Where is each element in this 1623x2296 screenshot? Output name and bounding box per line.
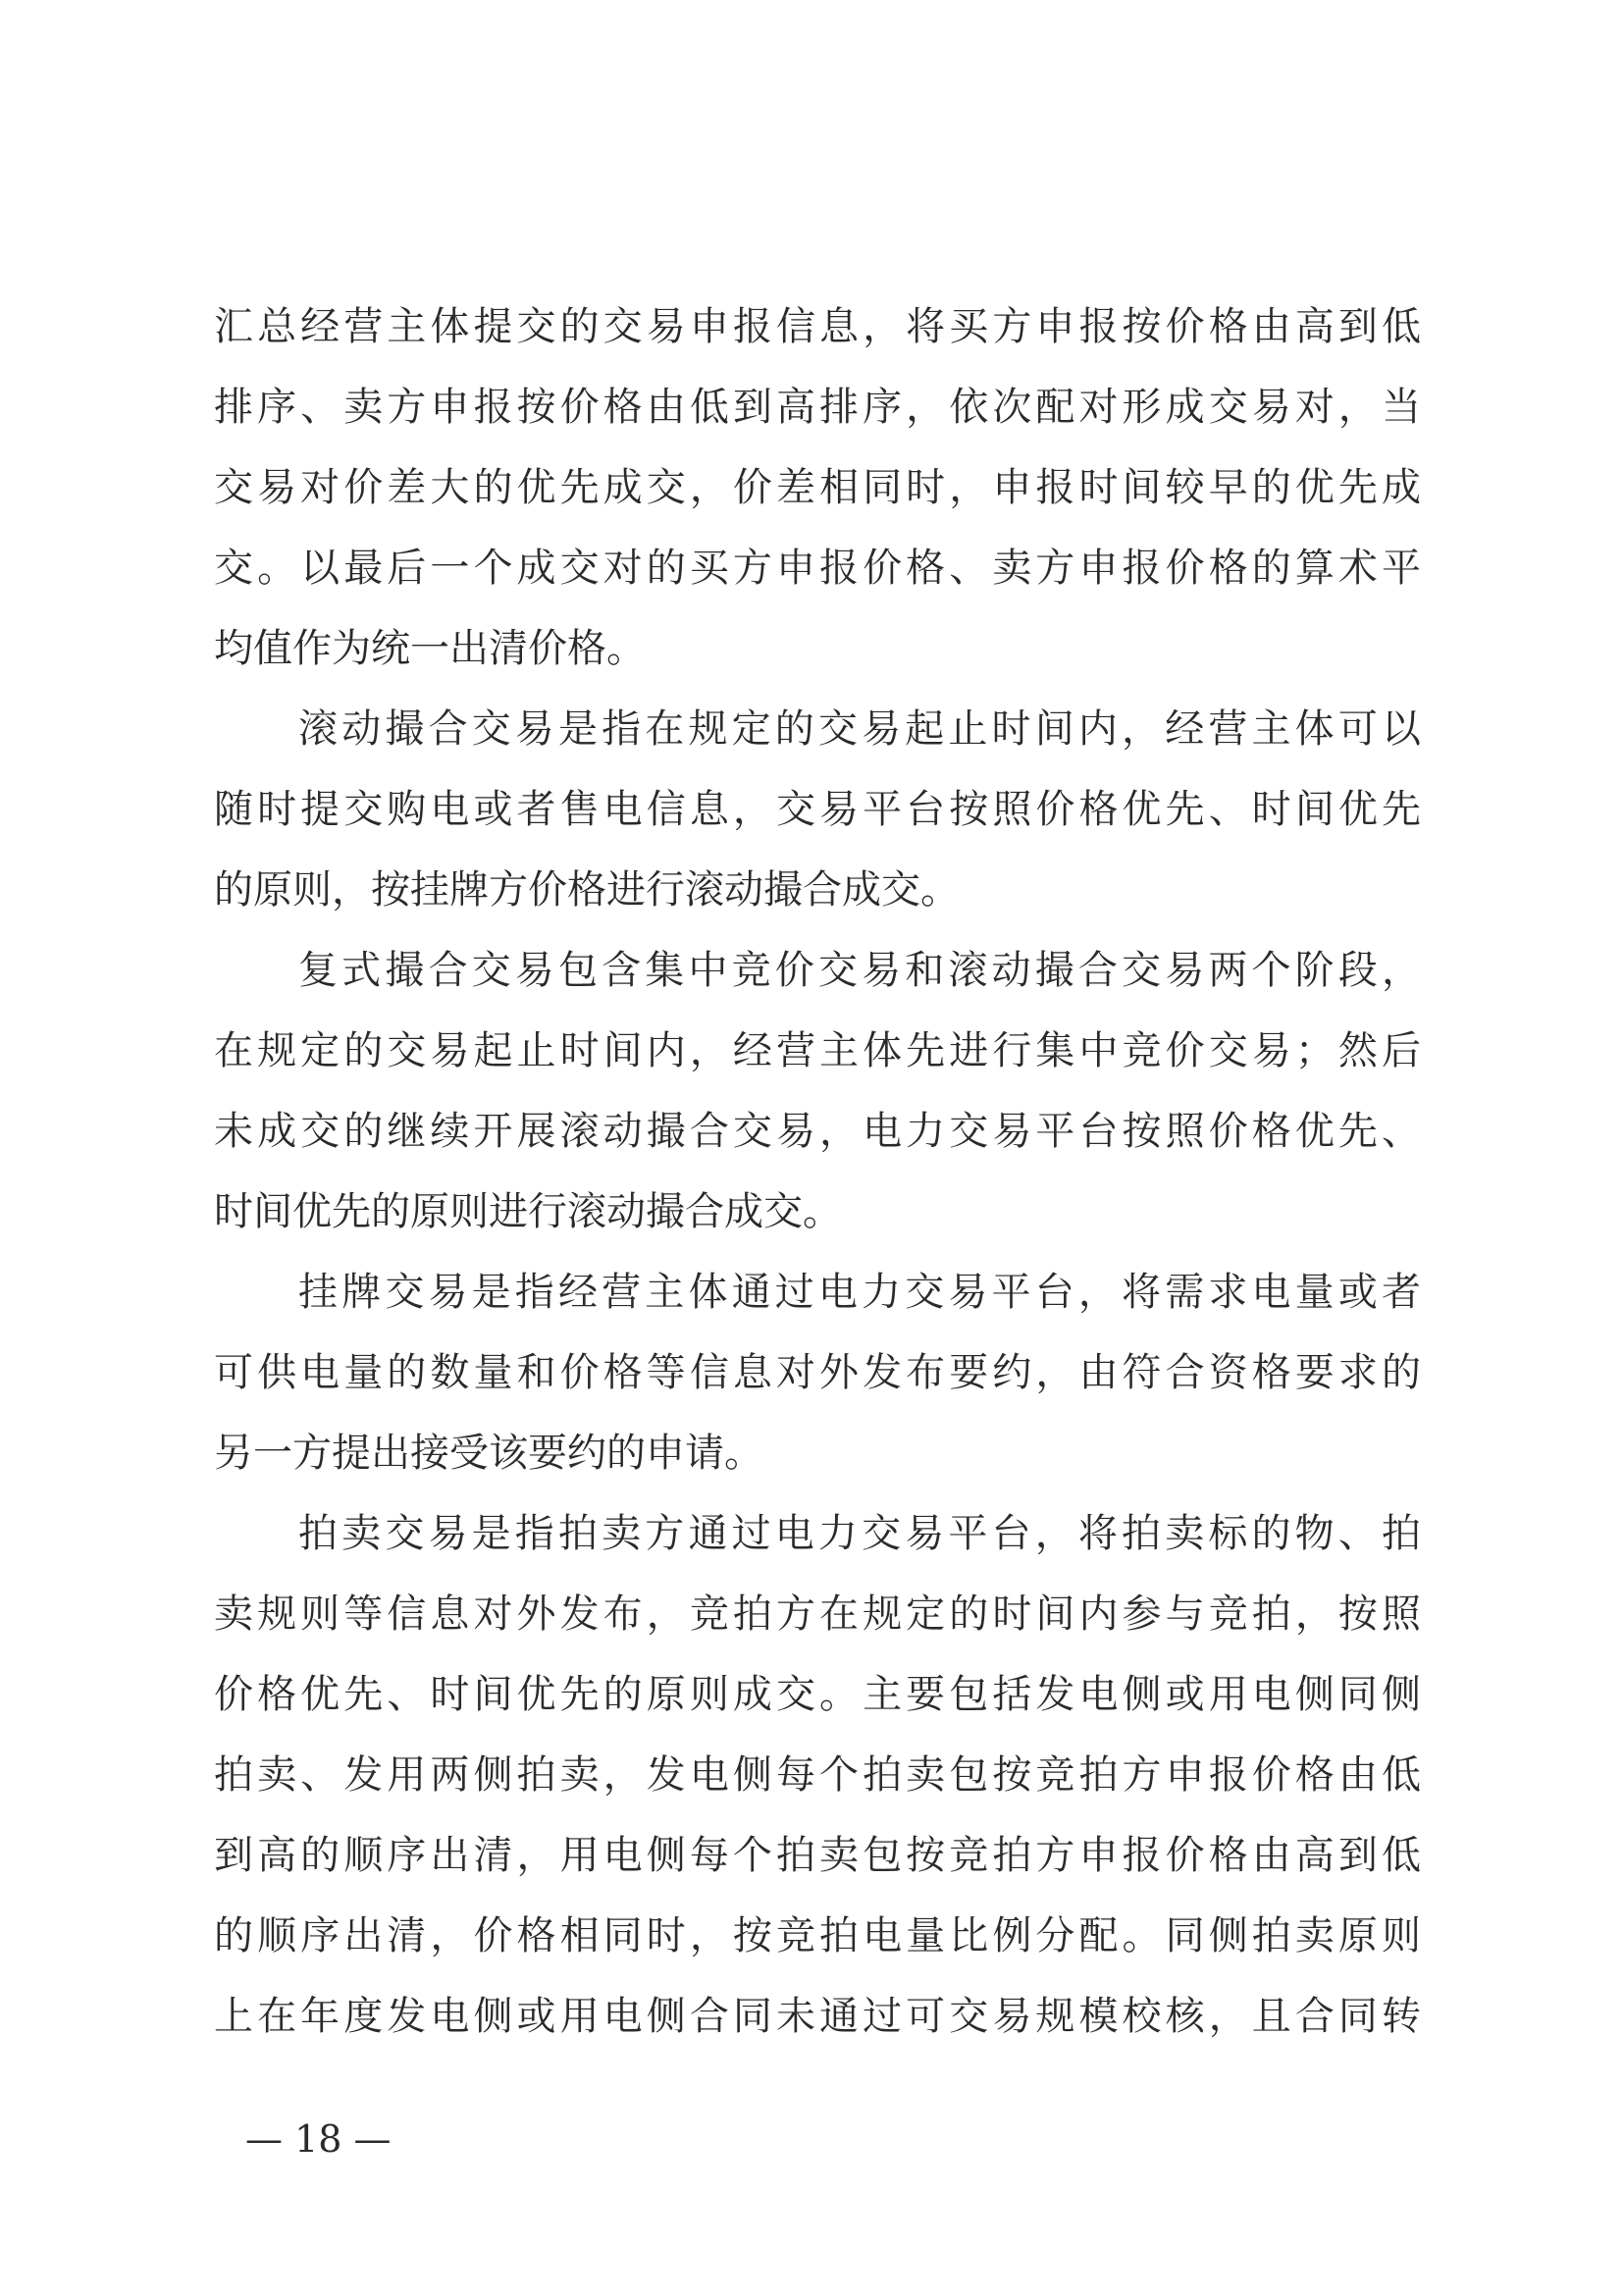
text-line: 上在年度发电侧或用电侧合同未通过可交易规模校核，且合同转 xyxy=(214,1994,1421,2039)
text-line: 拍卖、发用两侧拍卖，发电侧每个拍卖包按竞拍方申报价格由低 xyxy=(214,1752,1421,1798)
text-line: 价格优先、时间优先的原则成交。主要包括发电侧或用电侧同侧 xyxy=(214,1672,1421,1717)
text-line: 另一方提出接受该要约的申请。 xyxy=(214,1431,763,1476)
body-text xyxy=(214,287,1421,2057)
paragraph-start-line: 滚动撮合交易是指在规定的交易起止时间内，经营主体可以 xyxy=(298,706,1421,752)
paragraph-start-line: 复式撮合交易包含集中竞价交易和滚动撮合交易两个阶段， xyxy=(298,948,1421,993)
text-line: 时间优先的原则进行滚动撮合成交。 xyxy=(214,1189,842,1234)
text-line: 在规定的交易起止时间内，经营主体先进行集中竞价交易；然后 xyxy=(214,1028,1421,1073)
text-line: 可供电量的数量和价格等信息对外发布要约，由符合资格要求的 xyxy=(214,1350,1421,1395)
text-line: 的原则，按挂牌方价格进行滚动撮合成交。 xyxy=(214,867,960,913)
text-line: 均值作为统一出清价格。 xyxy=(214,626,646,671)
text-line: 随时提交购电或者售电信息，交易平台按照价格优先、时间优先 xyxy=(214,787,1421,832)
text-line: 未成交的继续开展滚动撮合交易，电力交易平台按照价格优先、 xyxy=(214,1109,1421,1154)
text-line: 交。以最后一个成交对的买方申报价格、卖方申报价格的算术平 xyxy=(214,546,1421,591)
paragraph-start-line: 挂牌交易是指经营主体通过电力交易平台，将需求电量或者 xyxy=(298,1270,1421,1315)
text-line: 到高的顺序出清，用电侧每个拍卖包按竞拍方申报价格由高到低 xyxy=(214,1833,1421,1878)
page-number: — 18 — xyxy=(245,2117,392,2161)
text-line: 交易对价差大的优先成交，价差相同时，申报时间较早的优先成 xyxy=(214,465,1421,510)
text-line: 汇总经营主体提交的交易申报信息，将买方申报按价格由高到低 xyxy=(214,304,1421,349)
text-line: 卖规则等信息对外发布，竞拍方在规定的时间内参与竞拍，按照 xyxy=(214,1592,1421,1637)
text-line: 排序、卖方申报按价格由低到高排序，依次配对形成交易对，当 xyxy=(214,385,1421,430)
paragraph-start-line: 拍卖交易是指拍卖方通过电力交易平台，将拍卖标的物、拍 xyxy=(298,1511,1421,1556)
text-line: 的顺序出清，价格相同时，按竞拍电量比例分配。同侧拍卖原则 xyxy=(214,1913,1421,1958)
